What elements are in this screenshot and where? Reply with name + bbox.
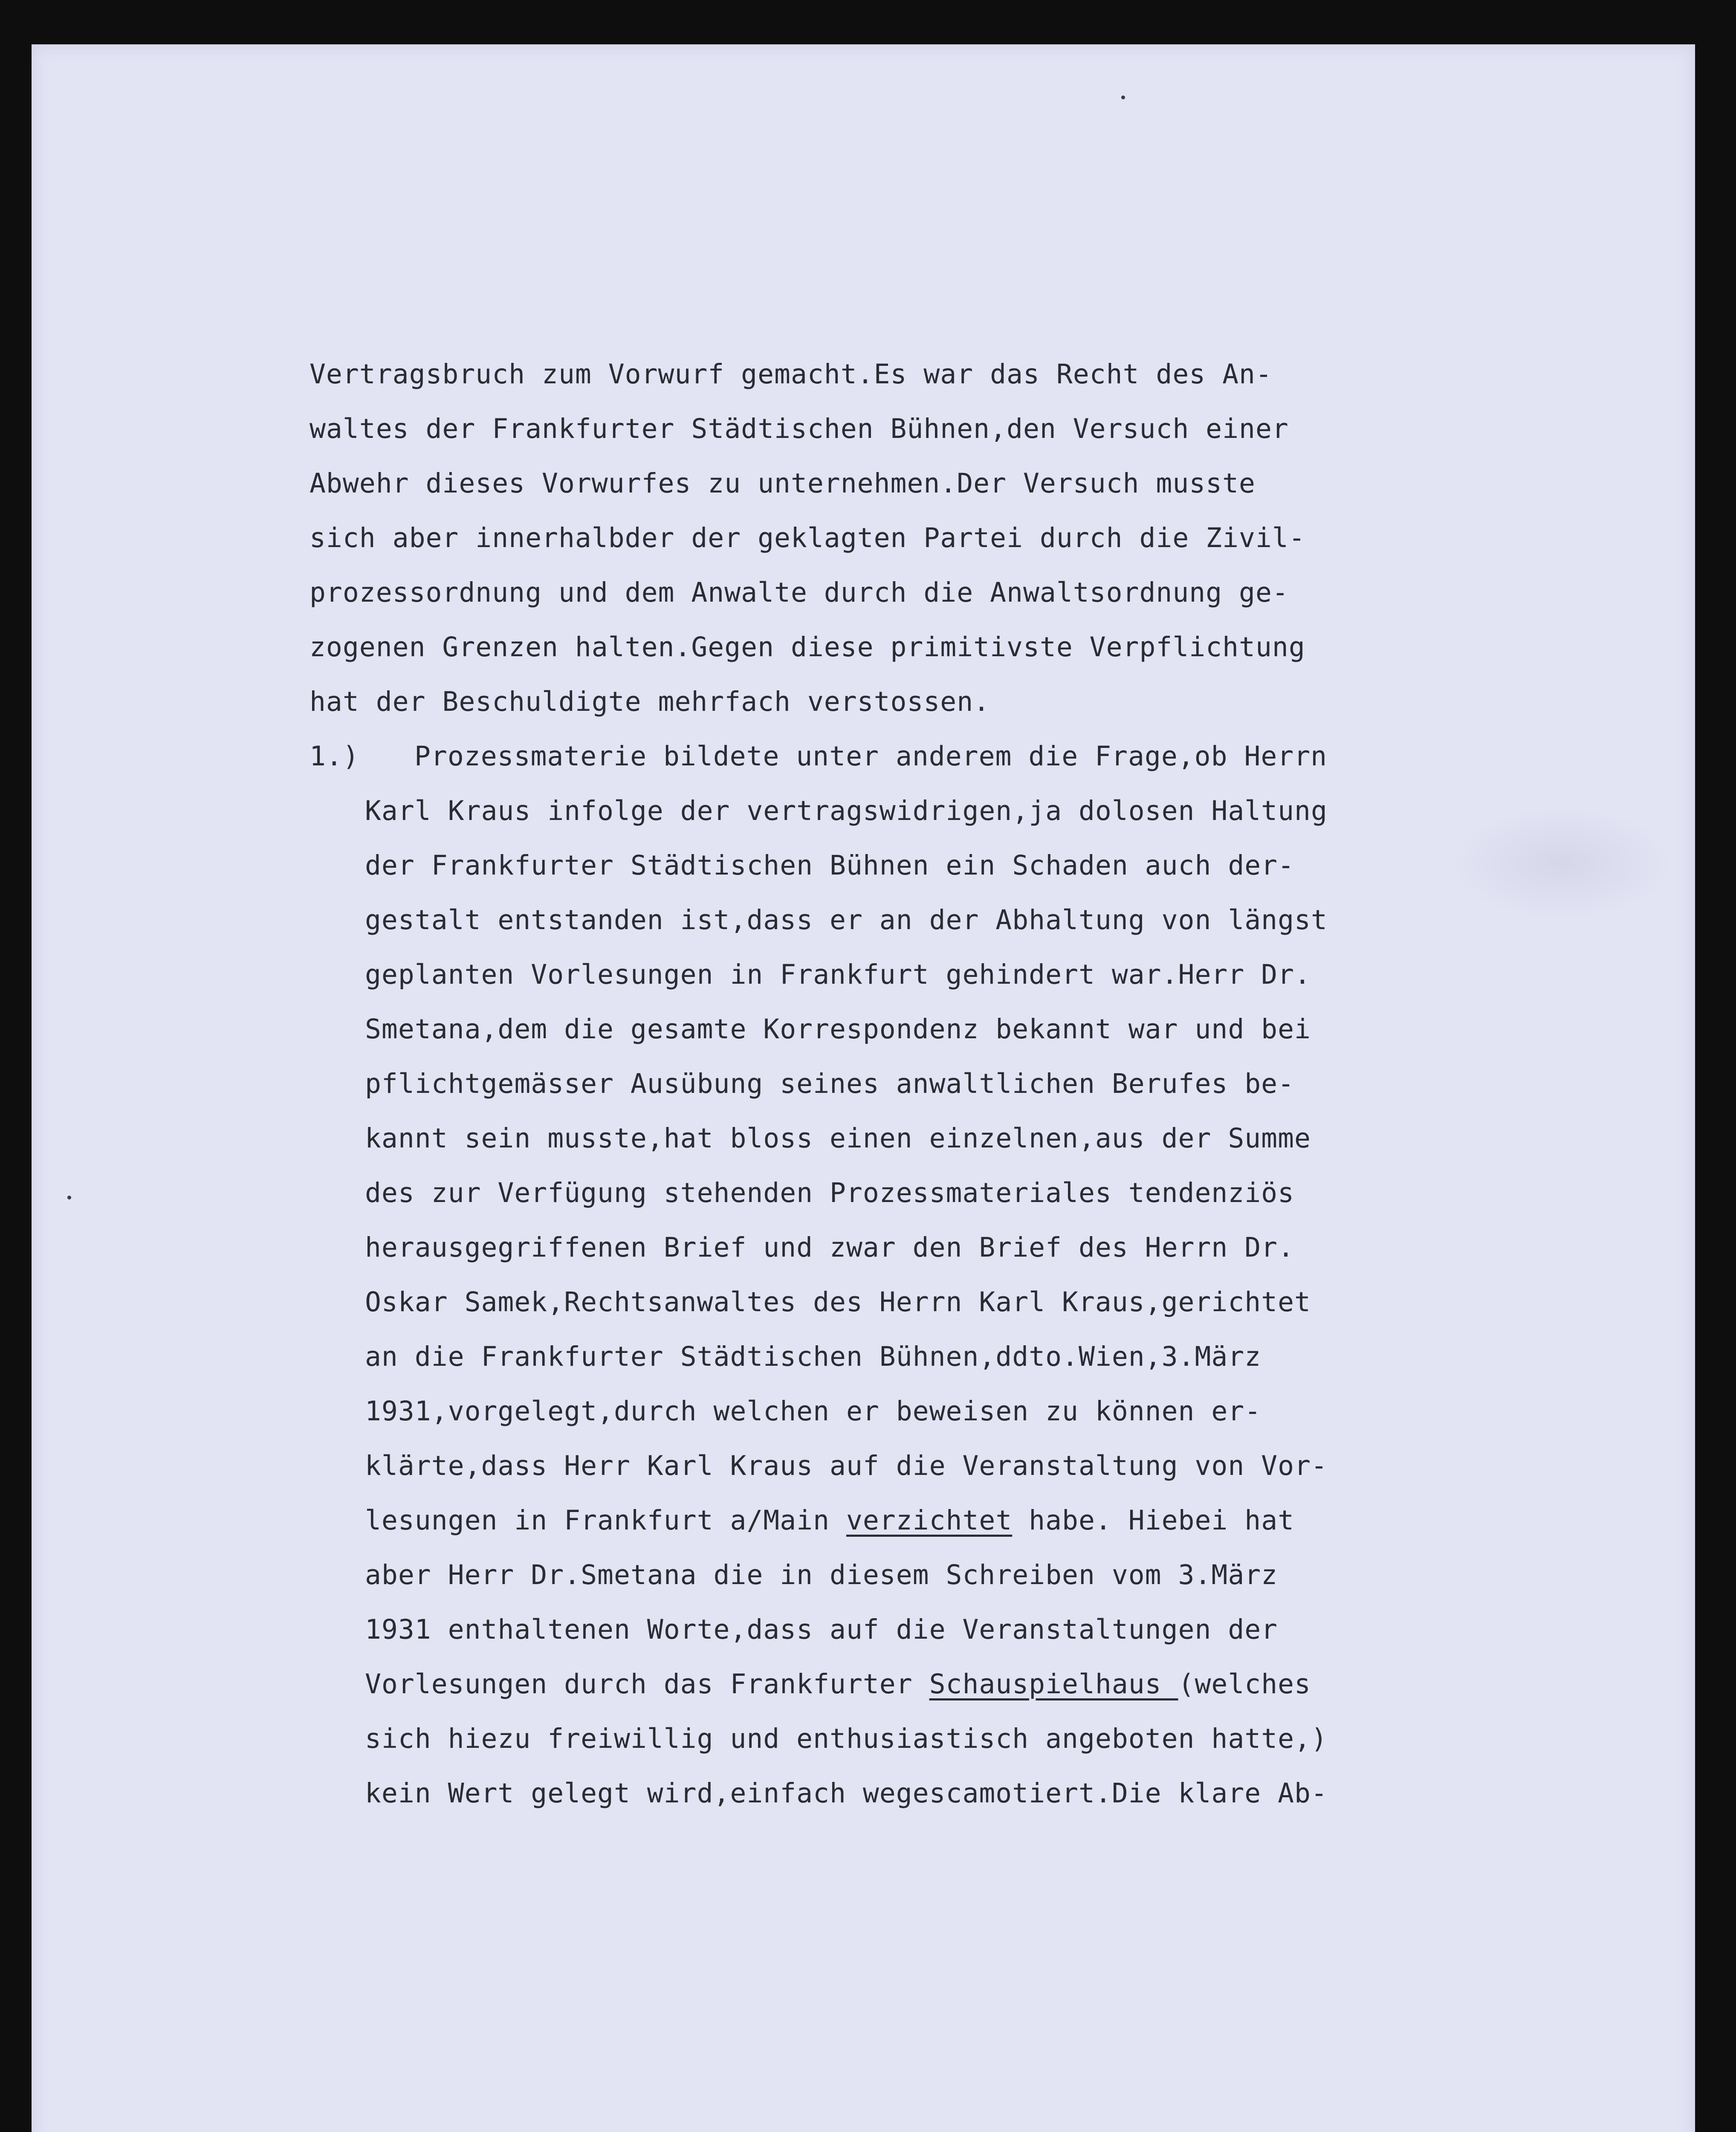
document-body: [32, 44, 1695, 2132]
text-line: des zur Verfügung stehenden Prozessmateriales tendenziös: [365, 1177, 1295, 1208]
text-line: zogenen Grenzen halten.Gegen diese primitivste Verpflichtung: [310, 631, 1305, 663]
text-line: Oskar Samek,Rechtsanwaltes des Herrn Karl Kraus,gerichtet: [365, 1286, 1311, 1318]
text-line: herausgegriffenen Brief und zwar den Brief des Herrn Dr.: [365, 1232, 1295, 1263]
text-line-with-underline: [365, 1507, 1294, 1534]
text-line: waltes der Frankfurter Städtischen Bühnen,den Versuch einer: [310, 413, 1289, 444]
text-line: kein Wert gelegt wird,einfach wegescamotiert.Die klare Ab-: [365, 1778, 1328, 1809]
text-line: sich hiezu freiwillig und enthusiastisch angeboten hatte,): [365, 1723, 1328, 1754]
text-line: an die Frankfurter Städtischen Bühnen,ddto.Wien,3.März: [365, 1341, 1261, 1372]
text-segment: (welches: [1178, 1669, 1311, 1700]
text-segment: Vorlesungen durch das Frankfurter: [365, 1669, 929, 1700]
text-line: gestalt entstanden ist,dass er an der Abhaltung von längst: [365, 904, 1328, 936]
text-line: Vertragsbruch zum Vorwurf gemacht.Es war das Recht des An-: [310, 359, 1272, 390]
text-line: Abwehr dieses Vorwurfes zu unternehmen.Der Versuch musste: [310, 468, 1256, 499]
text-line-with-underline: [365, 1669, 1311, 1700]
text-line: geplanten Vorlesungen in Frankfurt gehindert war.Herr Dr.: [365, 959, 1311, 990]
underlined-word: Schauspielhaus: [929, 1669, 1178, 1700]
text-segment: lesungen in Frankfurt a/Main: [365, 1505, 846, 1536]
underlined-word: verzichtet: [846, 1505, 1013, 1536]
text-line: 1931 enthaltenen Worte,dass auf die Veranstaltungen der: [365, 1614, 1278, 1645]
text-line: klärte,dass Herr Karl Kraus auf die Veranstaltung von Vor-: [365, 1450, 1328, 1481]
text-line: aber Herr Dr.Smetana die in diesem Schreiben vom 3.März: [365, 1559, 1278, 1590]
text-line: prozessordnung und dem Anwalte durch die Anwaltsordnung ge-: [310, 577, 1289, 608]
text-line: Karl Kraus infolge der vertragswidrigen,ja dolosen Haltung: [365, 795, 1328, 826]
text-line: pflichtgemässer Ausübung seines anwaltlichen Berufes be-: [365, 1068, 1295, 1099]
typewritten-page: [32, 44, 1695, 2132]
text-line: hat der Beschuldigte mehrfach verstossen.: [310, 686, 990, 717]
text-line: Prozessmaterie bildete unter anderem die Frage,ob Herrn: [414, 741, 1328, 772]
text-line: Smetana,dem die gesamte Korrespondenz bekannt war und bei: [365, 1014, 1311, 1045]
text-line: 1931,vorgelegt,durch welchen er beweisen zu können er-: [365, 1396, 1261, 1427]
text-line: sich aber innerhalbder der geklagten Partei durch die Zivil-: [310, 522, 1305, 553]
text-line: kannt sein musste,hat bloss einen einzelnen,aus der Summe: [365, 1123, 1311, 1154]
text-segment: habe. Hiebei hat: [1012, 1505, 1295, 1536]
text-line: der Frankfurter Städtischen Bühnen ein Schaden auch der-: [365, 850, 1295, 881]
list-marker: 1.): [310, 741, 359, 772]
